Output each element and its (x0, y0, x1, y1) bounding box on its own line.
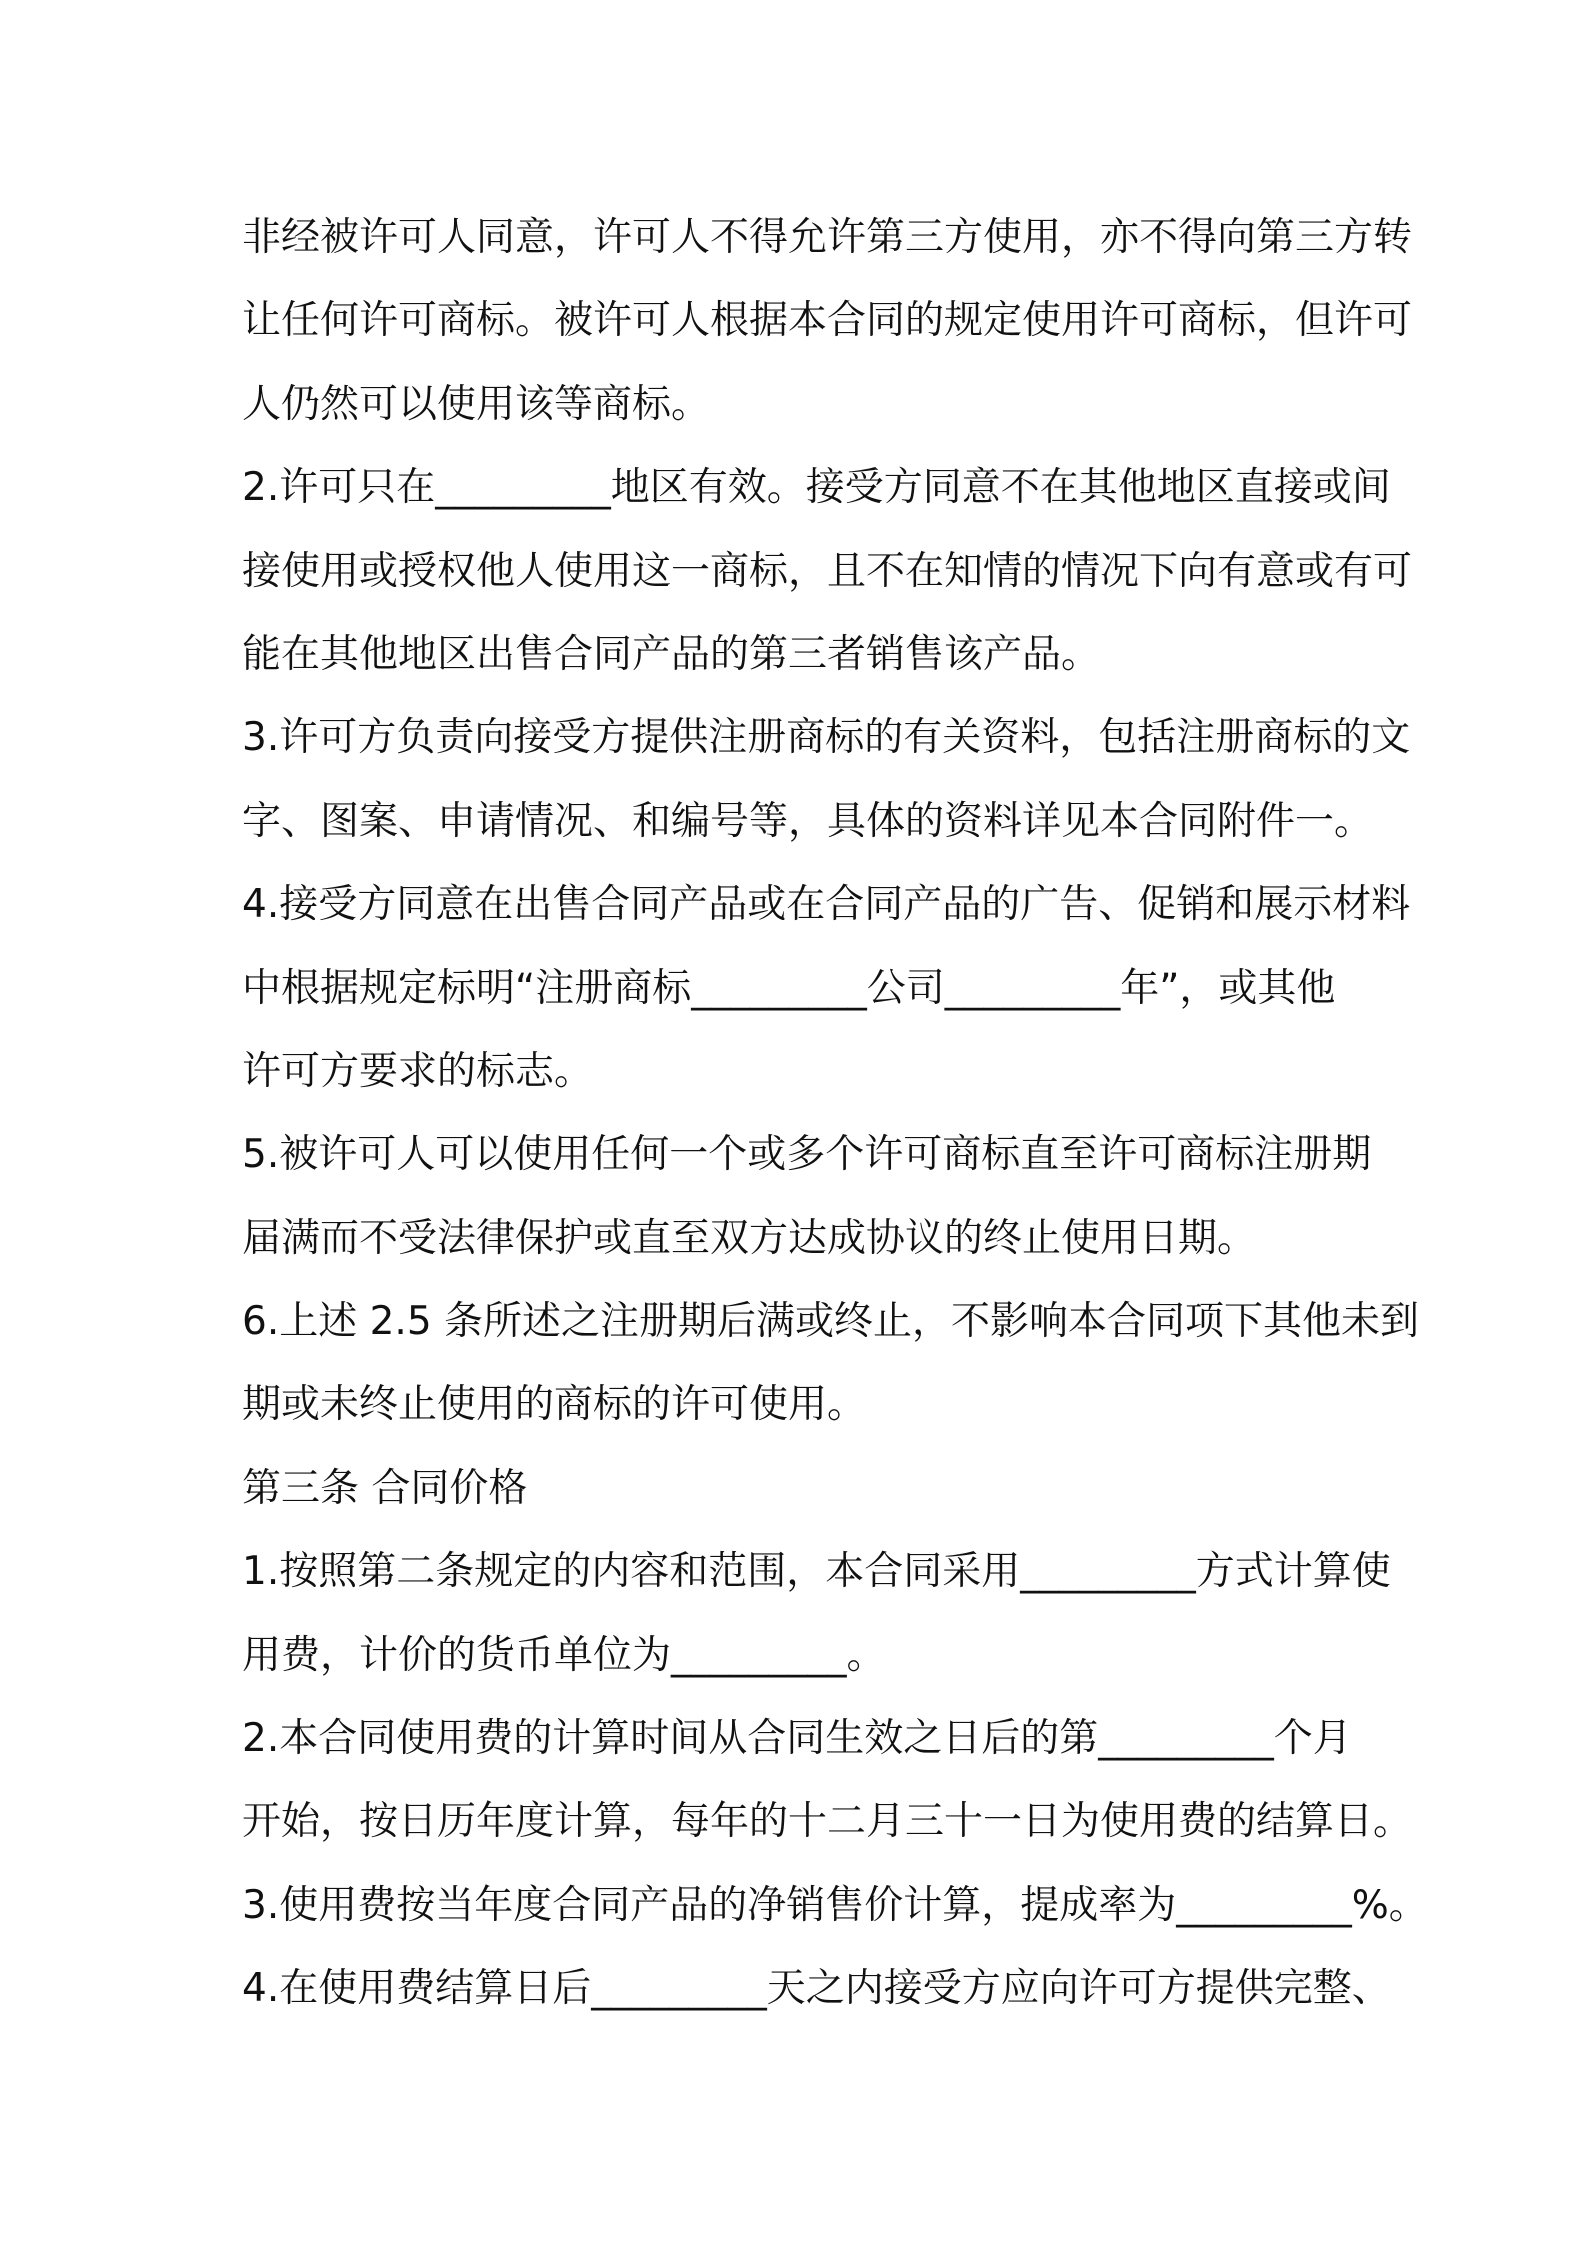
text-line: 能在其他地区出售合同产品的第三者销售该产品。 (242, 631, 1101, 677)
text-line: 许可方要求的标志。 (242, 1048, 594, 1094)
text-line: 中根据规定标明“注册商标_________公司_________年”，或其他 (242, 965, 1336, 1011)
text-line: 届满而不受法律保护或直至双方达成协议的终止使用日期。 (242, 1215, 1257, 1261)
price-clause-1-line: 1.按照第二条规定的内容和范围，本合同采用_________方式计算使 (242, 1549, 1391, 1595)
text-line: 接使用或授权他人使用这一商标，且不在知情的情况下向有意或有可 (242, 548, 1413, 594)
price-clause-2-line: 2.本合同使用费的计算时间从合同生效之日后的第_________个月 (242, 1716, 1352, 1762)
price-clause-3-line: 3.使用费按当年度合同产品的净销售价计算，提成率为_________%。 (242, 1882, 1428, 1928)
text-line: 非经被许可人同意，许可人不得允许第三方使用，亦不得向第三方转 (242, 215, 1413, 260)
price-clause-4-line: 4.在使用费结算日后_________天之内接受方应向许可方提供完整、 (242, 1966, 1391, 2012)
clause-6-line: 6.上述 2.5 条所述之注册期后满或终止，不影响本合同项下其他未到 (242, 1299, 1420, 1345)
text-line: 开始，按日历年度计算，每年的十二月三十一日为使用费的结算日。 (242, 1799, 1413, 1845)
clause-4-line: 4.接受方同意在出售合同产品或在合同产品的广告、促销和展示材料 (242, 882, 1411, 928)
text-line: 让任何许可商标。被许可人根据本合同的规定使用许可商标，但许可 (242, 298, 1413, 344)
text-line: 字、图案、申请情况、和编号等，具体的资料详见本合同附件一。 (242, 798, 1374, 844)
text-line: 人仍然可以使用该等商标。 (242, 381, 711, 427)
clause-5-line: 5.被许可人可以使用任何一个或多个许可商标直至许可商标注册期 (242, 1132, 1372, 1178)
contract-text (242, 196, 1428, 2031)
text-line: 期或未终止使用的商标的许可使用。 (242, 1382, 867, 1428)
section-heading: 第三条 合同价格 (242, 1465, 528, 1511)
clause-2-line: 2.许可只在_________地区有效。接受方同意不在其他地区直接或间 (242, 465, 1391, 511)
clause-3-line: 3.许可方负责向接受方提供注册商标的有关资料，包括注册商标的文 (242, 715, 1411, 761)
text-line: 用费，计价的货币单位为_________。 (242, 1632, 886, 1678)
